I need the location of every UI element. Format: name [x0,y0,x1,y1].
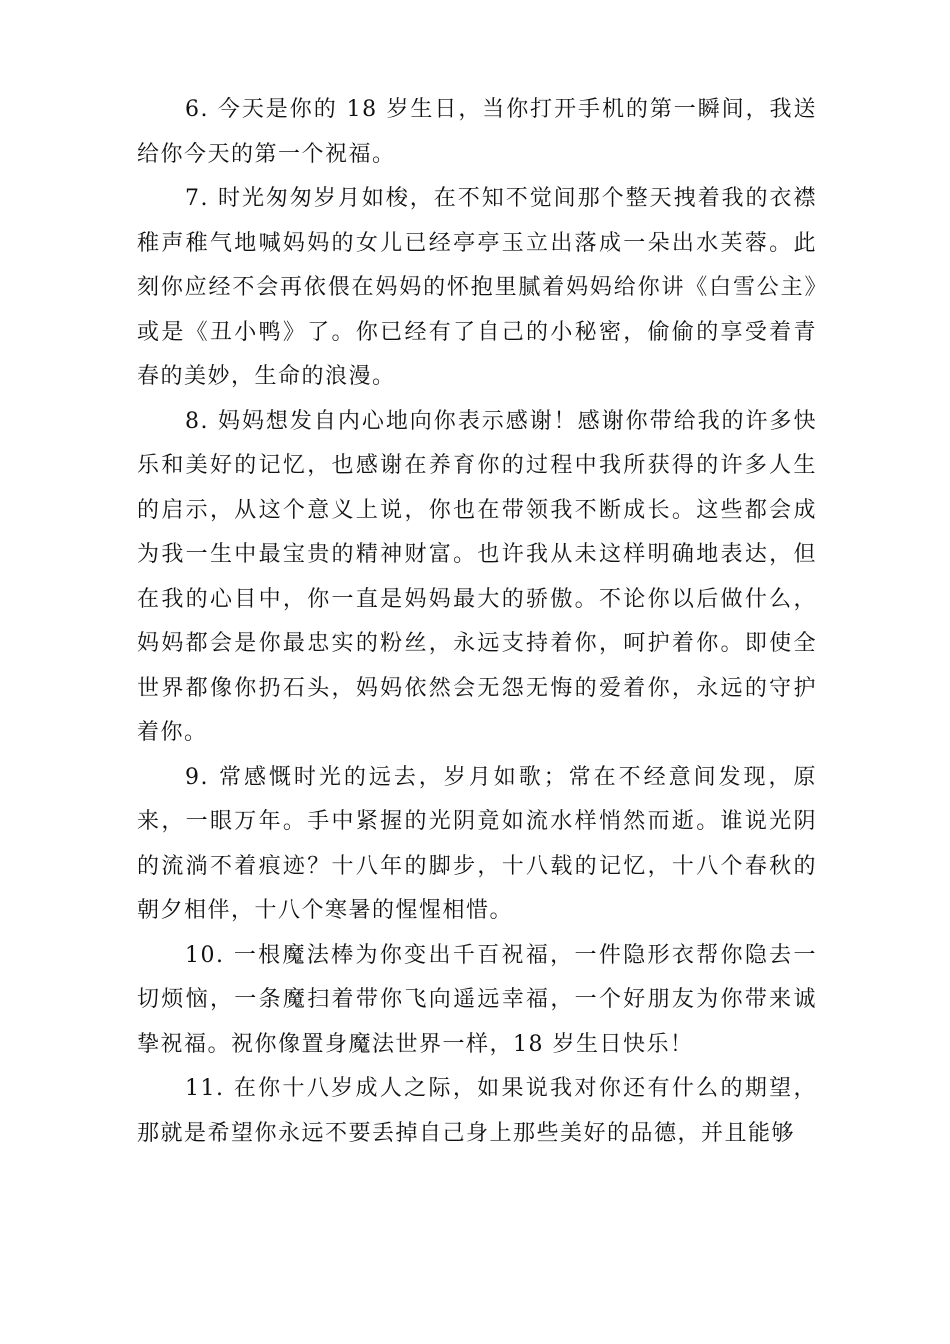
paragraph-9: 9. 常感慨时光的远去，岁月如歌；常在不经意间发现，原来，一眼万年。手中紧握的光阴竟如流水样悄然而逝。谁说光阴的流淌不着痕迹？十八年的脚步，十八载的记忆，十八个春秋的朝夕相伴，十八个寒暑的惺惺相惜。 [137,764,817,923]
paragraph-10: 10. 一根魔法棒为你变出千百祝福，一件隐形衣帮你隐去一切烦恼，一条魔扫着带你飞向遥远幸福，一个好朋友为你带来诚挚祝福。祝你像置身魔法世界一样，18 岁生日快乐！ [137,942,817,1057]
paragraph-6: 6. 今天是你的 18 岁生日，当你打开手机的第一瞬间，我送给你今天的第一个祝福。 [137,97,817,167]
document-body [137,88,817,1156]
paragraph-8: 8. 妈妈想发自内心地向你表示感谢！感谢你带给我的许多快乐和美好的记忆，也感谢在养育你的过程中我所获得的许多人生的启示，从这个意义上说，你也在带领我不断成长。这些都会成为我一生中最宝贵的精神财富。也许我从未这样明确地表达，但在我的心目中，你一直是妈妈最大的骄傲。不论你以后做什么，妈妈都会是你最忠实的粉丝，永远支持着你，呵护着你。即使全世界都像你扔石头，妈妈依然会无怨无悔的爱着你，永远的守护着你。 [137,408,817,745]
paragraph-11: 11. 在你十八岁成人之际，如果说我对你还有什么的期望，那就是希望你永远不要丢掉自己身上那些美好的品德，并且能够 [137,1076,817,1146]
paragraph-7: 7. 时光匆匆岁月如梭，在不知不觉间那个整天拽着我的衣襟稚声稚气地喊妈妈的女儿已经亭亭玉立出落成一朵出水芙蓉。此刻你应经不会再依偎在妈妈的怀抱里腻着妈妈给你讲《白雪公主》或是《丑小鸭》了。你已经有了自己的小秘密，偷偷的享受着青春的美妙，生命的浪漫。 [137,186,817,389]
